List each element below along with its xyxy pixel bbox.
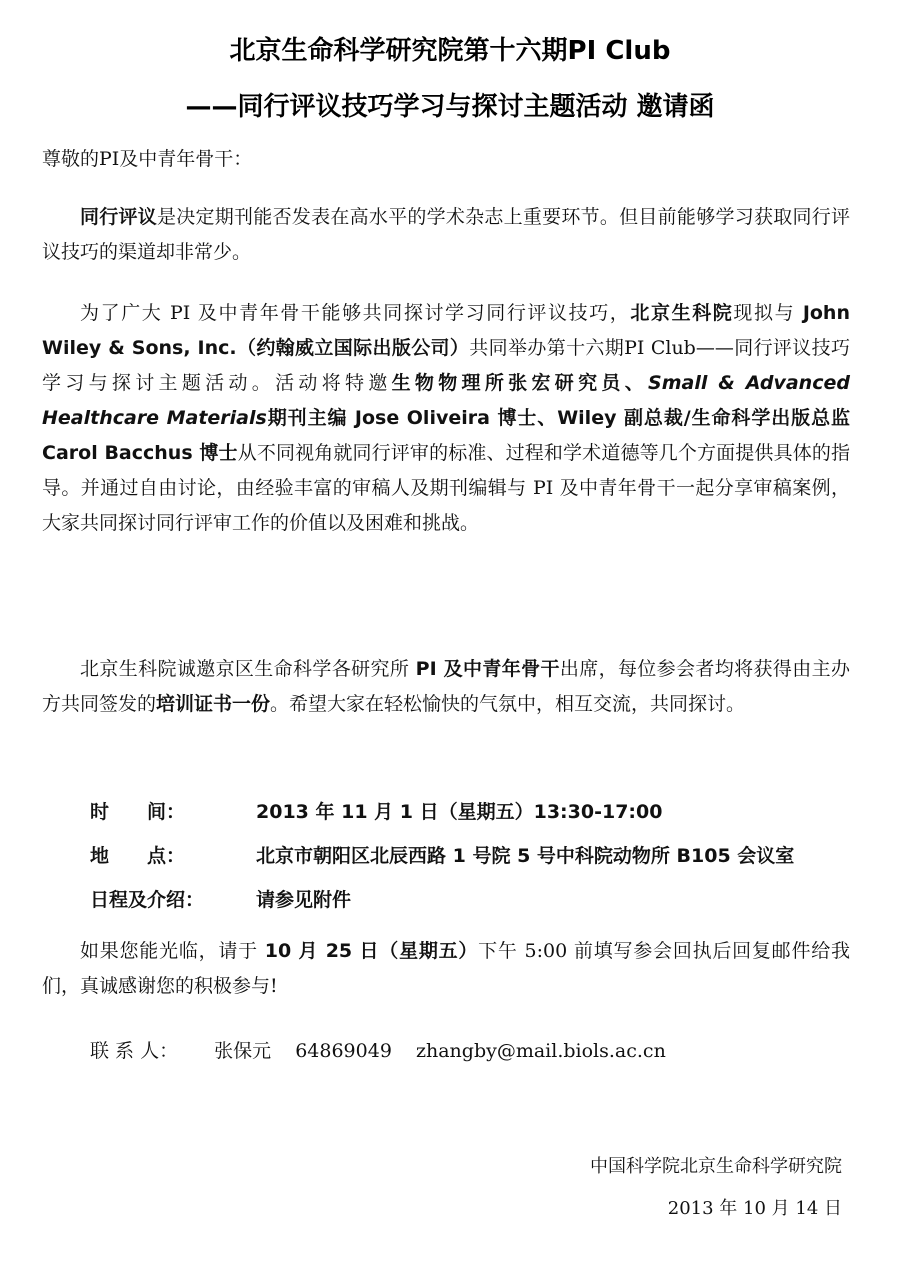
intro-text: 是决定期刊能否发表在高水平的学术杂志上重要环节。但目前能够学习获取同行评议技巧的渠道却非常少。 [42, 206, 850, 263]
place-value: 北京市朝阳区北辰西路 1 号院 5 号中科院动物所 B105 会议室 [256, 845, 795, 867]
p3-text-2: 出席，每位参会者均将获得由主办方共同签发的 [42, 658, 850, 715]
contact-line [90, 1036, 684, 1063]
p4-bold-deadline: 10 月 25 日（星期五） [264, 940, 479, 962]
schedule-value: 请参见附件 [256, 889, 352, 911]
p2-bold-speaker-1: 生物物理所张宏研究员、 [391, 372, 649, 394]
event-info [90, 790, 870, 922]
time-label: 时 间： [90, 801, 186, 823]
paragraph-intro [42, 200, 850, 270]
paragraph-invitation [42, 652, 850, 722]
p2-text-2: 现拟与 [733, 302, 803, 324]
paragraph-rsvp [42, 934, 850, 1004]
contact-name: 张保元 [214, 1040, 272, 1062]
p2-bold-speakers: 期刊主编 Jose Oliveira 博士、Wiley 副总裁/生命科学出版总监 Carol Bacchus 博士 [42, 407, 850, 464]
salutation: 尊敬的PI及中青年骨干： [42, 148, 253, 170]
place-label: 地 点： [90, 845, 186, 867]
p2-text-3: 共同举办第十六期PI Club——同行评议技巧学习与探讨主题活动。活动将特邀 [42, 337, 851, 394]
paragraph-event-description [42, 296, 850, 541]
schedule-label: 日程及介绍： [90, 889, 205, 911]
p2-journal-name: Small & Advanced Healthcare Materials [42, 372, 850, 429]
info-row-time [90, 790, 870, 834]
p4-text-1: 如果您能光临，请于 [80, 940, 265, 962]
info-row-place [90, 834, 870, 878]
time-value: 2013 年 11 月 1 日（星期五）13:30-17:00 [256, 801, 663, 823]
p3-bold-certificate: 培训证书一份 [156, 693, 271, 715]
p2-bold-organizer: 北京生科院 [630, 302, 734, 324]
p4-text-2: 下午 5:00 前填写参会回执后回复邮件给我们，真诚感谢您的积极参与! [42, 940, 850, 997]
info-row-schedule [90, 878, 870, 922]
title-line-1: 北京生命科学研究院第十六期PI Club [229, 36, 671, 66]
title-line-2: ——同行评议技巧学习与探讨主题活动 邀请函 [185, 92, 715, 122]
contact-email[interactable]: zhangby@mail.biols.ac.cn [415, 1040, 666, 1062]
signature-date: 2013 年 10 月 14 日 [667, 1198, 842, 1219]
p3-text-1: 北京生科院诚邀京区生命科学各研究所 [80, 658, 416, 680]
p2-text-1: 为了广大 PI 及中青年骨干能够共同探讨学习同行评议技巧， [80, 302, 631, 324]
bold-peer-review: 同行评议 [80, 206, 158, 228]
p3-bold-audience: PI 及中青年骨干 [415, 658, 560, 680]
p2-text-4: 从不同视角就同行评审的标准、过程和学术道德等几个方面提供具体的指导。并通过自由讨论，由经验丰富的审稿人及期刊编辑与 PI 及中青年骨干一起分享审稿案例，大家共同探讨同行评审工作的价值以及困难和挑战。 [42, 442, 850, 534]
p3-text-3: 。希望大家在轻松愉快的气氛中，相互交流，共同探讨。 [270, 693, 746, 715]
contact-phone: 64869049 [295, 1040, 392, 1062]
signature-org: 中国科学院北京生命科学研究院 [590, 1156, 842, 1177]
contact-label: 联 系 人： [90, 1040, 179, 1062]
p2-bold-wiley: John Wiley & Sons, Inc.（约翰威立国际出版公司） [42, 302, 850, 359]
